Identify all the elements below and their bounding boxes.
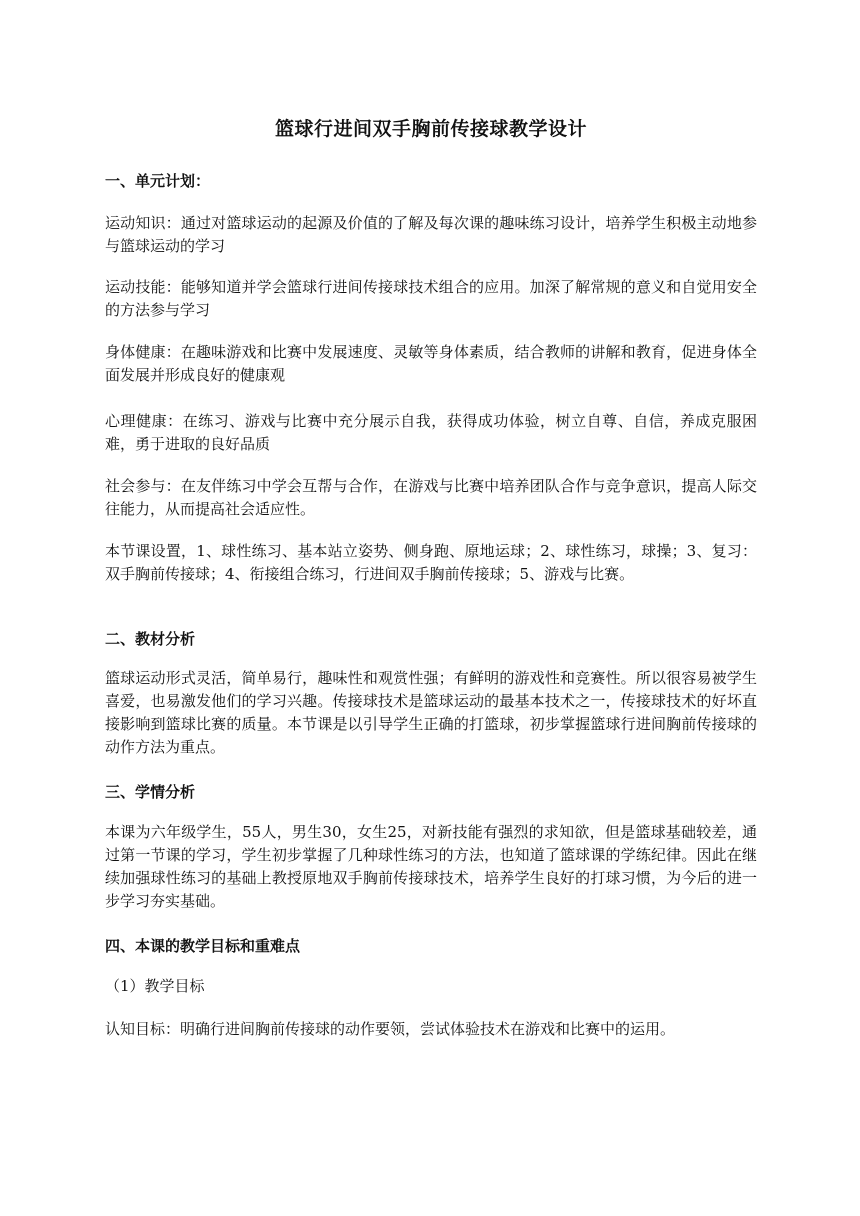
section-heading-student-analysis: 三、学情分析 bbox=[105, 783, 196, 801]
section-heading-unit-plan: 一、单元计划： bbox=[105, 172, 211, 190]
paragraph-lesson-setup: 本节课设置，1、球性练习、基本站立姿势、侧身跑、原地运球；2、球性练习，球操；3、复习：双手胸前传接球；4、衔接组合练习，行进间双手胸前传接球；5、游戏与比赛。 bbox=[105, 542, 757, 583]
paragraph-material-analysis: 篮球运动形式灵活，简单易行，趣味性和观赏性强；有鲜明的游戏性和竞赛性。所以很容易被学生喜爱，也易激发他们的学习兴趣。传接球技术是篮球运动的最基本技术之一，传接球技术的好坏直接影响到篮球比赛的质量。本节课是以引导学生正确的打篮球，初步掌握篮球行进间胸前传接球的动作方法为重点。 bbox=[105, 669, 757, 756]
document-title: 篮球行进间双手胸前传接球教学设计 bbox=[274, 118, 587, 140]
section-heading-teaching-goals: 四、本课的教学目标和重难点 bbox=[105, 937, 301, 955]
paragraph-sport-skill: 运动技能：能够知道并学会篮球行进间传接球技术组合的应用。加深了解常规的意义和自觉用安全的方法参与学习 bbox=[105, 278, 757, 319]
paragraph-cognitive-goal: 认知目标：明确行进间胸前传接球的动作要领，尝试体验技术在游戏和比赛中的运用。 bbox=[105, 1020, 676, 1038]
subheading-teaching-goals: （1）教学目标 bbox=[105, 977, 205, 995]
paragraph-social-participation: 社会参与：在友伴练习中学会互帮与合作，在游戏与比赛中培养团队合作与竞争意识，提高人际交往能力，从而提高社会适应性。 bbox=[105, 477, 757, 518]
paragraph-student-analysis: 本课为六年级学生，55人，男生30，女生25，对新技能有强烈的求知欲，但是篮球基础较差，通过第一节课的学习，学生初步掌握了几种球性练习的方法，也知道了篮球课的学练纪律。因此在继续加强球性练习的基础上教授原地双手胸前传接球技术，培养学生良好的打球习惯，为今后的进一步学习夯实基础。 bbox=[105, 823, 757, 910]
paragraph-physical-health: 身体健康：在趣味游戏和比赛中发展速度、灵敏等身体素质，结合教师的讲解和教育，促进身体全面发展并形成良好的健康观 bbox=[105, 343, 757, 384]
section-heading-material-analysis: 二、教材分析 bbox=[105, 630, 196, 648]
paragraph-mental-health: 心理健康：在练习、游戏与比赛中充分展示自我，获得成功体验，树立自尊、自信，养成克服困难，勇于进取的良好品质 bbox=[105, 412, 757, 453]
paragraph-sport-knowledge: 运动知识：通过对篮球运动的起源及价值的了解及每次课的趣味练习设计，培养学生积极主动地参与篮球运动的学习 bbox=[105, 214, 757, 255]
